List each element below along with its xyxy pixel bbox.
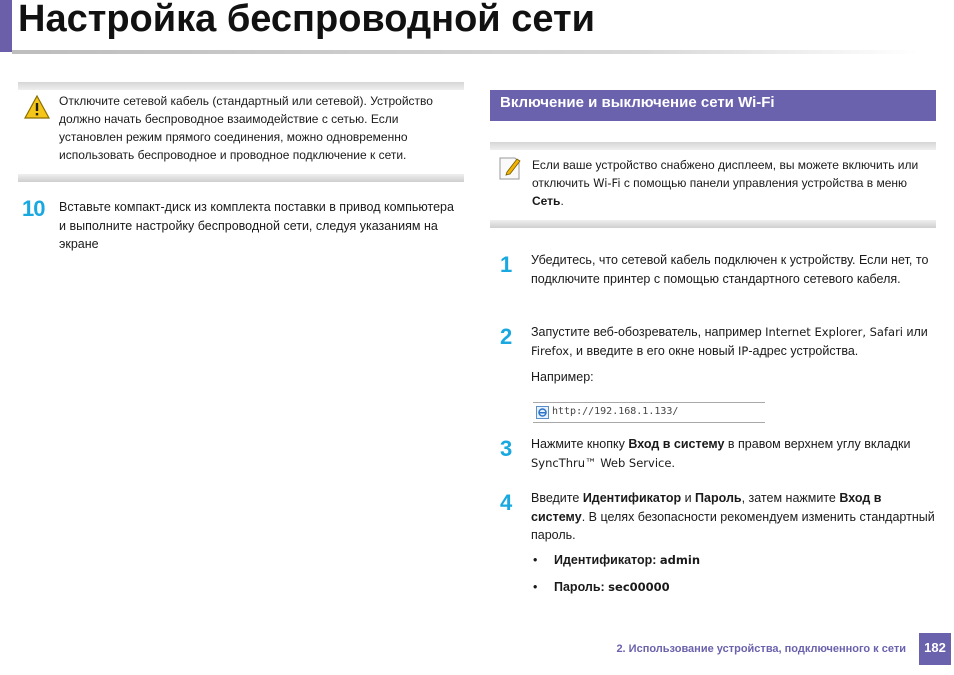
note-text: Если ваше устройство снабжено дисплеем, вы можете включить или отключить Wi-Fi с помощью панели управления устройства в меню Сеть.: [532, 158, 919, 208]
step-text: Запустите веб-обозреватель, например Internet Explorer, Safari или Firefox, и введите в его окне новый IP-адрес устройства.: [531, 325, 928, 358]
warning-icon: [24, 95, 50, 124]
step-number: 10: [22, 196, 45, 221]
page-title: Настройка беспроводной сети: [18, 0, 595, 40]
address-bar-example: [533, 402, 765, 423]
step-number: 3: [500, 436, 512, 461]
ie-page-icon: [536, 406, 549, 424]
caution-text: Отключите сетевой кабель (стандартный или сетевой). Устройство должно начать беспроводное взаимодействие с сетью. Если установлен режим прямого соединения, можно одновременно использовать беспроводное и проводное подключение к сети.: [59, 94, 433, 162]
step-number: 1: [500, 252, 512, 277]
example-label: Например:: [531, 370, 594, 384]
url-text: http://192.168.1.133/: [552, 406, 679, 417]
step-text: Введите Идентификатор и Пароль, затем нажмите Вход в системy. В целях безопасности рекомендуем изменить стандартный пароль.: [531, 491, 935, 542]
title-divider: [12, 50, 917, 54]
title-accent-bar: [0, 0, 12, 52]
caution-panel: [18, 82, 464, 182]
footer-chapter-link[interactable]: 2. Использование устройства, подключенного к сети: [616, 643, 906, 655]
step-number: 2: [500, 324, 512, 349]
step-text: Вставьте компакт-диск из комплекта поставки в привод компьютера и выполните настройку беспроводной сети, следуя указаниям на экране: [59, 200, 454, 251]
note-panel: [490, 142, 936, 228]
step-text: Нажмите кнопку Вход в систему в правом верхнем углу вкладки SyncThru™ Web Service.: [531, 437, 911, 470]
section-heading: Включение и выключение сети Wi-Fi: [490, 90, 936, 121]
page-number: 182: [919, 633, 951, 665]
step-text: Убедитесь, что сетевой кабель подключен к устройству. Если нет, то подключите принтер с помощью стандартного сетевого кабеля.: [531, 253, 929, 286]
note-pencil-icon: [498, 155, 522, 186]
step-number: 4: [500, 490, 512, 515]
